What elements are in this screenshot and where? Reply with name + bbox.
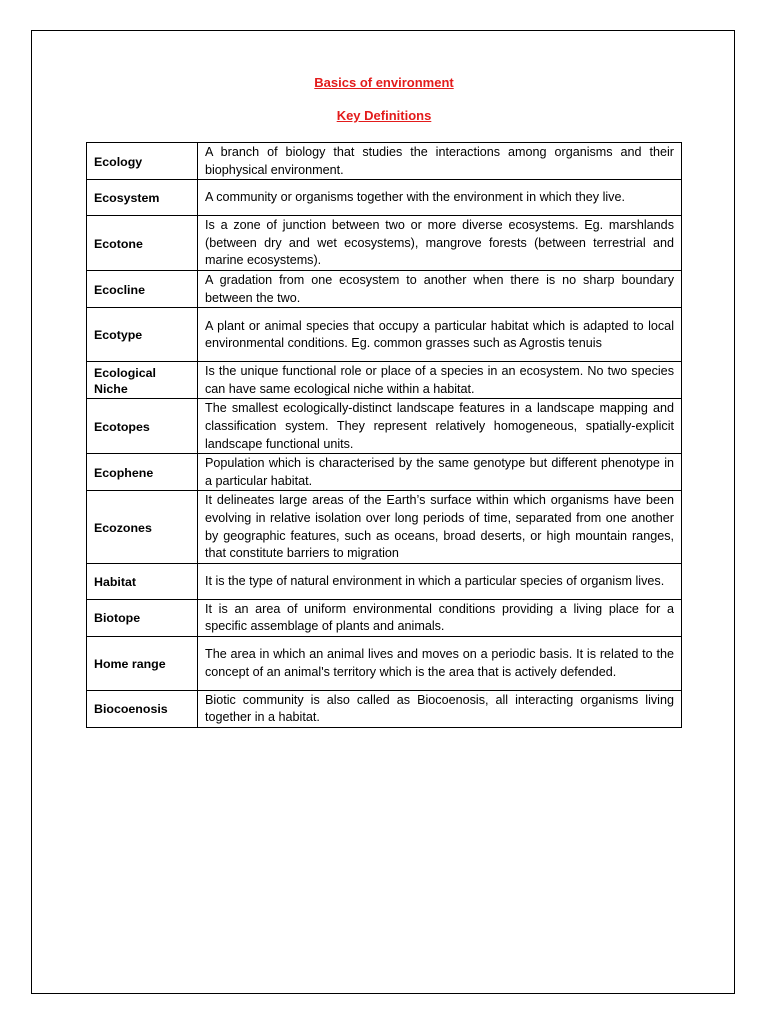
table-row: [87, 216, 682, 271]
definition-cell: A branch of biology that studies the interactions among organisms and their biophysical environment.: [198, 143, 682, 180]
definition-cell: A community or organisms together with the environment in which they live.: [198, 180, 682, 216]
term-cell: Ecotopes: [87, 399, 198, 454]
table-row: [87, 399, 682, 454]
document-title: Basics of environment: [314, 75, 454, 90]
term-cell: Ecophene: [87, 454, 198, 491]
definition-cell: The area in which an animal lives and moves on a periodic basis. It is related to the concept of an animal's territory which is the area that is actively defended.: [198, 636, 682, 690]
term-cell: Biocoenosis: [87, 690, 198, 727]
definition-cell: Is the unique functional role or place of a species in an ecosystem. No two species can have same ecological niche within a habitat.: [198, 362, 682, 399]
table-row: [87, 180, 682, 216]
table-row: [87, 491, 682, 563]
term-cell: Ecocline: [87, 270, 198, 307]
table-row: [87, 143, 682, 180]
term-cell: Ecology: [87, 143, 198, 180]
term-cell: Biotope: [87, 599, 198, 636]
term-cell: Ecotone: [87, 216, 198, 271]
definition-cell: Biotic community is also called as Biocoenosis, all interacting organisms living together in a habitat.: [198, 690, 682, 727]
table-row: [87, 270, 682, 307]
term-cell: Ecological Niche: [87, 362, 198, 399]
term-cell: Ecozones: [87, 491, 198, 563]
table-row: [87, 636, 682, 690]
table-row: [87, 599, 682, 636]
definition-cell: It is an area of uniform environmental conditions providing a living place for a specific assemblage of plants and animals.: [198, 599, 682, 636]
table-row: [87, 454, 682, 491]
table-row: [87, 690, 682, 727]
definition-cell: A gradation from one ecosystem to another when there is no sharp boundary between the two.: [198, 270, 682, 307]
definition-cell: It is the type of natural environment in which a particular species of organism lives.: [198, 563, 682, 599]
term-cell: Ecotype: [87, 308, 198, 362]
definition-cell: It delineates large areas of the Earth’s surface within which organisms have been evolving in relative isolation over long periods of time, separated from one another by geographic features, such as oceans, broad deserts, or high mountain ranges, that constitute barriers to migration: [198, 491, 682, 563]
definitions-table: [86, 142, 682, 728]
document-subtitle: Key Definitions: [336, 108, 432, 123]
table-row: [87, 362, 682, 399]
definition-cell: Population which is characterised by the same genotype but different phenotype in a particular habitat.: [198, 454, 682, 491]
term-cell: Home range: [87, 636, 198, 690]
definition-cell: A plant or animal species that occupy a particular habitat which is adapted to local environmental conditions. Eg. common grasses such as Agrostis tenuis: [198, 308, 682, 362]
table-row: [87, 563, 682, 599]
definition-cell: Is a zone of junction between two or more diverse ecosystems. Eg. marshlands (between dry and wet ecosystems), mangrove forests (between terrestrial and marine ecosystems).: [198, 216, 682, 271]
term-cell: Ecosystem: [87, 180, 198, 216]
definition-cell: The smallest ecologically-distinct landscape features in a landscape mapping and classification system. They represent relatively homogeneous, spatially-explicit landscape functional units.: [198, 399, 682, 454]
term-cell: Habitat: [87, 563, 198, 599]
table-row: [87, 308, 682, 362]
